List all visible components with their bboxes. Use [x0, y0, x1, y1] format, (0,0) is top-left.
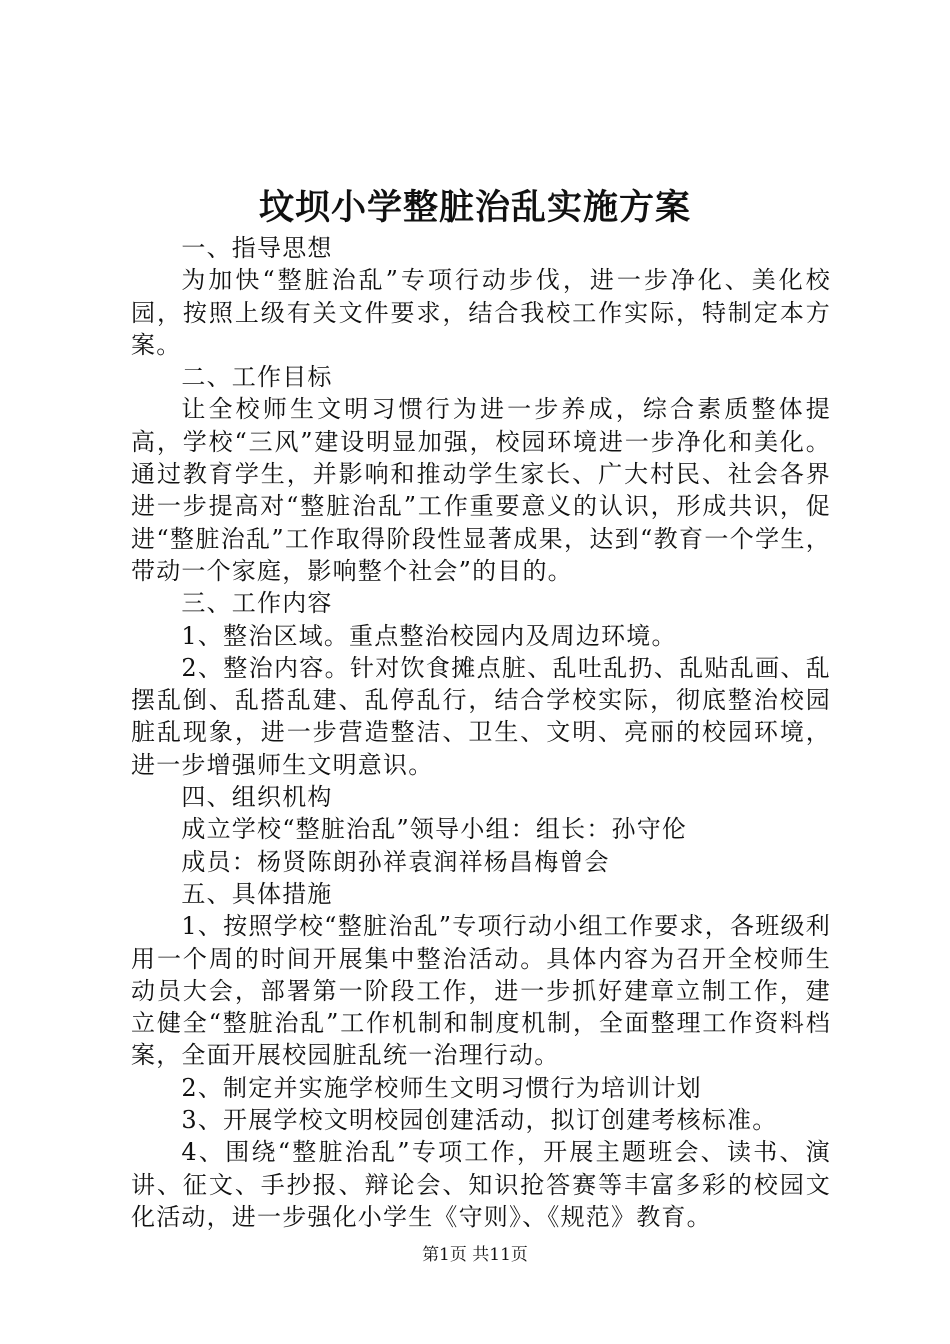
paragraph-content-scope: 2、整治内容。针对饮食摊点脏、乱吐乱扔、乱贴乱画、乱摆乱倒、乱搭乱建、乱停乱行，结合学校实际，彻底整治校园脏乱现象，进一步营造整洁、卫生、文明、亮丽的校园环境，进一步增强师生文明意识。 — [131, 653, 831, 779]
paragraph-work-goal: 让全校师生文明习惯行为进一步养成，综合素质整体提高，学校“三风”建设明显加强，校园环境进一步净化和美化。通过教育学生，并影响和推动学生家长、广大村民、社会各界进一步提高对“整脏治乱”工作重要意义的认识，形成共识，促进“整脏治乱”工作取得阶段性显著成果，达到“教育一个学生，带动一个家庭，影响整个社会”的目的。 — [131, 395, 831, 585]
document-title: 坟坝小学整脏治乱实施方案 — [258, 187, 691, 228]
paragraph-leadership-group: 成立学校“整脏治乱”领导小组：组长：孙守伦 — [181, 815, 688, 844]
section-heading-work-content: 三、工作内容 — [181, 589, 333, 618]
paragraph-content-area: 1、整治区域。重点整治校园内及周边环境。 — [181, 621, 677, 650]
page-number-footer: 第1页 共11页 — [422, 1245, 528, 1265]
paragraph-measure-2: 2、制定并实施学校师生文明习惯行为培训计划 — [181, 1073, 702, 1102]
paragraph-members: 成员：杨贤陈朗孙祥袁润祥杨昌梅曾会 — [181, 847, 610, 876]
section-heading-guiding-thought: 一、指导思想 — [181, 234, 333, 262]
paragraph-measure-4: 4、围绕“整脏治乱”专项工作，开展主题班会、读书、演讲、征文、手抄报、辩论会、知识抢答赛等丰富多彩的校园文化活动，进一步强化小学生《守则》、《规范》教育。 — [131, 1138, 831, 1231]
section-heading-work-goal: 二、工作目标 — [181, 363, 333, 392]
section-heading-measures: 五、具体措施 — [181, 879, 333, 908]
paragraph-measure-1: 1、按照学校“整脏治乱”专项行动小组工作要求，各班级利用一个周的时间开展集中整治活动。具体内容为召开全校师生动员大会，部署第一阶段工作，进一步抓好建章立制工作，建立健全“整脏治乱”工作机制和制度机制，全面整理工作资料档案，全面开展校园脏乱统一治理行动。 — [131, 912, 831, 1070]
document-body — [131, 232, 831, 1233]
section-heading-organization: 四、组织机构 — [181, 783, 333, 812]
paragraph-measure-3: 3、开展学校文明校园创建活动，拟订创建考核标准。 — [181, 1106, 778, 1135]
paragraph-guiding-thought: 为加快“整脏治乱”专项行动步伐，进一步净化、美化校园，按照上级有关文件要求，结合我校工作实际，特制定本方案。 — [131, 266, 831, 359]
